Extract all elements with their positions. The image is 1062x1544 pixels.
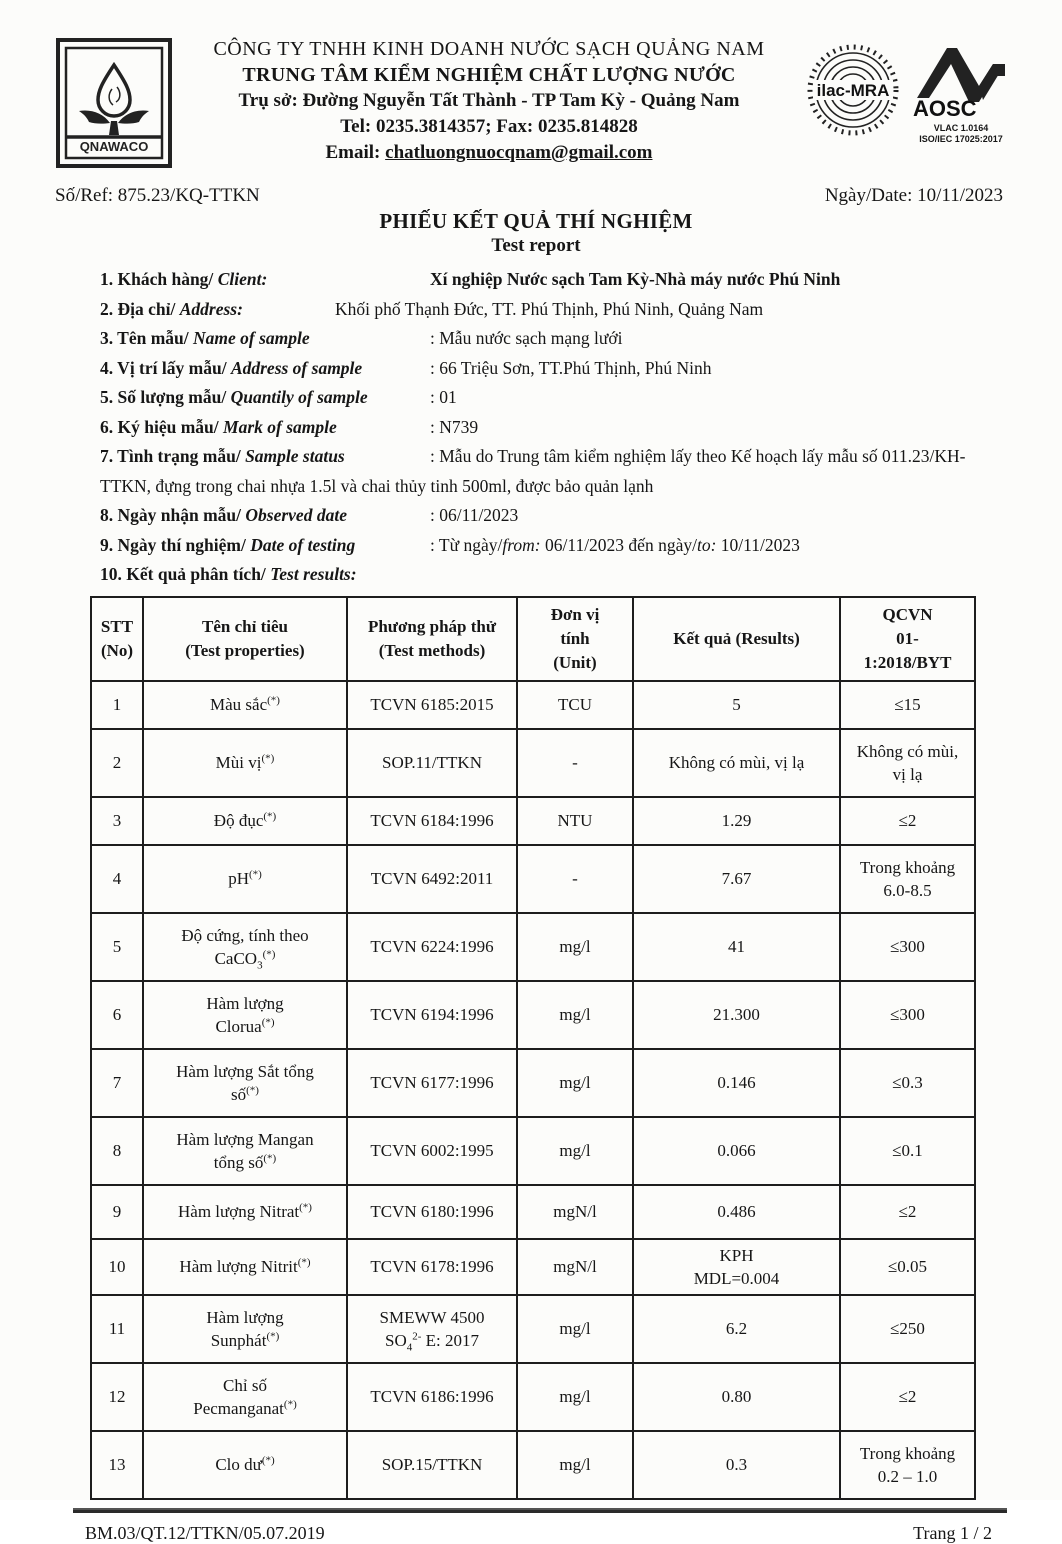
cell-stt: 12 [91, 1363, 143, 1431]
cell-unit: mg/l [517, 1431, 633, 1499]
cell-limit: ≤2 [840, 1185, 975, 1239]
info-item [100, 442, 1007, 501]
info-item-label: 7. Tình trạng mẫu/ Sample status [100, 446, 345, 466]
cell-stt: 5 [91, 913, 143, 981]
aosc-icon [909, 42, 1013, 120]
cell-stt: 3 [91, 797, 143, 845]
results-table [90, 596, 976, 1500]
cell-stt: 4 [91, 845, 143, 913]
sample-info-list [55, 265, 1017, 590]
report-title-en: Test report [491, 235, 581, 256]
info-item [100, 560, 1007, 590]
cell-name: Hàm lượng Sunphát(*) [143, 1295, 347, 1363]
cell-method: TCVN 6224:1996 [347, 913, 517, 981]
info-item [100, 354, 1007, 384]
company-address: Trụ sở: Đường Nguyễn Tất Thành - TP Tam Kỳ - Quảng Nam [238, 90, 740, 111]
cell-result: 7.67 [633, 845, 840, 913]
table-row [91, 981, 975, 1049]
cell-name: Hàm lượng Sắt tổng số(*) [143, 1049, 347, 1117]
info-item-value: : 06/11/2023 [430, 505, 519, 525]
info-item-value: : N739 [430, 416, 479, 437]
info-item-value: Khối phố Thạnh Đức, TT. Phú Thịnh, Phú Ninh, Quảng Nam [335, 298, 764, 319]
info-item-label: 4. Vị trí lấy mẫu/ Address of sample [100, 357, 363, 378]
cell-name: Chỉ số Pecmanganat(*) [143, 1363, 347, 1431]
ilac-mra-text: ilac-MRA [816, 81, 890, 100]
vlac-code: VLAC 1.0164 [933, 123, 989, 133]
cell-unit: - [517, 845, 633, 913]
table-row [91, 1049, 975, 1117]
cell-name: Hàm lượng Nitrat(*) [143, 1185, 347, 1239]
footer-row [85, 1523, 992, 1544]
info-item-value: : Từ ngày/from: 06/11/2023 đến ngày/to: 10/11/2023 [430, 534, 800, 555]
cell-unit: mg/l [517, 1363, 633, 1431]
cell-method: TCVN 6002:1995 [347, 1117, 517, 1185]
cell-result: 1.29 [633, 797, 840, 845]
cell-method: SOP.15/TTKN [347, 1431, 517, 1499]
cell-name: Màu sắc(*) [143, 681, 347, 729]
table-header-row [91, 597, 975, 681]
header-name: Tên chỉ tiêu (Test properties) [143, 597, 347, 681]
company-email-line [173, 140, 805, 166]
cell-limit: ≤15 [840, 681, 975, 729]
cell-method: TCVN 6185:2015 [347, 681, 517, 729]
info-item-label: 5. Số lượng mẫu/ Quantily of sample [100, 387, 368, 407]
info-item-value: : Mẫu nước sạch mạng lưới [430, 328, 623, 348]
cell-result: 0.146 [633, 1049, 840, 1117]
table-row [91, 1117, 975, 1185]
cell-limit: Trong khoảng 6.0-8.5 [840, 845, 975, 913]
email-label: Email: [325, 142, 381, 163]
cell-unit: mg/l [517, 1049, 633, 1117]
center-name: TRUNG TÂM KIỂM NGHIỆM CHẤT LƯỢNG NƯỚC [242, 64, 736, 86]
cell-method: SOP.11/TTKN [347, 729, 517, 797]
cell-name: Hàm lượng Clorua(*) [143, 981, 347, 1049]
cell-name: Độ đục(*) [143, 797, 347, 845]
cell-unit: TCU [517, 681, 633, 729]
table-row [91, 1295, 975, 1363]
table-row [91, 1239, 975, 1295]
footer-divider [73, 1510, 1007, 1513]
info-item-label: 9. Ngày thí nghiệm/ Date of testing [100, 534, 356, 555]
header-unit: Đơn vị tính (Unit) [517, 597, 633, 681]
table-row [91, 1363, 975, 1431]
info-item [100, 295, 1007, 325]
cell-stt: 9 [91, 1185, 143, 1239]
cell-unit: - [517, 729, 633, 797]
info-item [100, 265, 1007, 295]
cell-limit: ≤250 [840, 1295, 975, 1363]
info-item-label: 10. Kết quả phân tích/ Test results: [100, 564, 357, 584]
vlac-lines [909, 123, 1013, 145]
cell-unit: mgN/l [517, 1239, 633, 1295]
info-item-label: 6. Ký hiệu mẫu/ Mark of sample [100, 416, 337, 437]
info-item [100, 383, 1007, 413]
cell-limit: ≤0.05 [840, 1239, 975, 1295]
report-date: Ngày/Date: 10/11/2023 [824, 185, 1003, 206]
cell-unit: mg/l [517, 913, 633, 981]
cell-name: Hàm lượng Mangan tổng số(*) [143, 1117, 347, 1185]
cell-name: Mùi vị(*) [143, 729, 347, 797]
cell-stt: 13 [91, 1431, 143, 1499]
cell-limit: ≤0.1 [840, 1117, 975, 1185]
cell-stt: 1 [91, 681, 143, 729]
header-method: Phương pháp thử (Test methods) [347, 597, 517, 681]
qnawaco-logo [55, 37, 173, 169]
ref-date-row [55, 185, 1017, 207]
info-item [100, 501, 1007, 531]
form-code: BM.03/QT.12/TTKN/05.07.2019 [85, 1522, 325, 1543]
cell-result: 0.066 [633, 1117, 840, 1185]
cell-unit: mg/l [517, 1117, 633, 1185]
cell-method: TCVN 6180:1996 [347, 1185, 517, 1239]
company-header-text [173, 34, 805, 166]
cell-stt: 8 [91, 1117, 143, 1185]
cell-unit: mgN/l [517, 1185, 633, 1239]
cell-result: 0.3 [633, 1431, 840, 1499]
cell-stt: 7 [91, 1049, 143, 1117]
aosc-text: AOSC [913, 96, 977, 121]
table-row [91, 1431, 975, 1499]
cell-limit: Trong khoảng 0.2 – 1.0 [840, 1431, 975, 1499]
info-item [100, 531, 1007, 561]
ref-number: Số/Ref: 875.23/KQ-TTKN [55, 185, 260, 206]
cell-method: TCVN 6178:1996 [347, 1239, 517, 1295]
cell-unit: mg/l [517, 981, 633, 1049]
info-item-value: : 01 [430, 387, 457, 407]
table-row [91, 1185, 975, 1239]
info-item-label: 8. Ngày nhận mẫu/ Observed date [100, 505, 347, 525]
cell-result: 6.2 [633, 1295, 840, 1363]
cell-name: Hàm lượng Nitrit(*) [143, 1239, 347, 1295]
cell-limit: ≤2 [840, 1363, 975, 1431]
table-row [91, 845, 975, 913]
table-row [91, 681, 975, 729]
cell-method: TCVN 6186:1996 [347, 1363, 517, 1431]
table-row [91, 913, 975, 981]
cell-limit: Không có mùi, vị lạ [840, 729, 975, 797]
cell-name: Độ cứng, tính theo CaCO$_3$(*) [143, 913, 347, 981]
cell-result: 5 [633, 681, 840, 729]
iso-code: ISO/IEC 17025:2017 [919, 134, 1003, 144]
cell-stt: 10 [91, 1239, 143, 1295]
info-item-value: : 66 Triệu Sơn, TT.Phú Thịnh, Phú Ninh [430, 357, 712, 378]
company-name: CÔNG TY TNHH KINH DOANH NƯỚC SẠCH QUẢNG NAM [213, 38, 765, 60]
cell-limit: ≤300 [840, 913, 975, 981]
document-header [55, 34, 1017, 169]
cell-limit: ≤300 [840, 981, 975, 1049]
info-item-value: : Mẫu do Trung tâm kiểm nghiệm lấy theo Kế hoạch lấy mẫu số 011.23/KH-TTKN, đựng trong chai nhựa 1.5l và chai thủy tinh 500ml, được bảo quản lạnh [100, 446, 966, 496]
cell-result: 41 [633, 913, 840, 981]
cell-stt: 11 [91, 1295, 143, 1363]
cell-stt: 2 [91, 729, 143, 797]
cell-result: 0.80 [633, 1363, 840, 1431]
table-row [91, 729, 975, 797]
report-title-vi: PHIẾU KẾT QUẢ THÍ NGHIỆM [379, 209, 693, 233]
qnawaco-logo-icon [55, 37, 173, 169]
accreditation-logos [805, 34, 1017, 145]
cell-result: Không có mùi, vị lạ [633, 729, 840, 797]
company-tel-fax: Tel: 0235.3814357; Fax: 0235.814828 [340, 116, 638, 137]
page-number: Trang 1 / 2 [913, 1522, 992, 1543]
cell-result: 21.300 [633, 981, 840, 1049]
aosc-logo-block [909, 42, 1013, 145]
cell-name: pH(*) [143, 845, 347, 913]
cell-method: TCVN 6492:2011 [347, 845, 517, 913]
cell-result: 0.486 [633, 1185, 840, 1239]
cell-method: TCVN 6194:1996 [347, 981, 517, 1049]
cell-method: SMEWW 4500 $SO_4^{2-}$ E: 2017 [347, 1295, 517, 1363]
table-row [91, 797, 975, 845]
cell-method: TCVN 6177:1996 [347, 1049, 517, 1117]
cell-limit: ≤2 [840, 797, 975, 845]
info-item [100, 413, 1007, 443]
header-result: Kết quả (Results) [633, 597, 840, 681]
header-stt: STT (No) [91, 597, 143, 681]
cell-method: TCVN 6184:1996 [347, 797, 517, 845]
cell-name: Clo dư(*) [143, 1431, 347, 1499]
qnawaco-logo-text: QNAWACO [79, 139, 149, 154]
info-item-value: Xí nghiệp Nước sạch Tam Kỳ-Nhà máy nước Phú Ninh [430, 269, 841, 289]
cell-limit: ≤0.3 [840, 1049, 975, 1117]
info-item-label: 2. Địa chỉ/ Address: [100, 298, 243, 319]
info-item [100, 324, 1007, 354]
cell-stt: 6 [91, 981, 143, 1049]
email-link[interactable]: chatluongnuocqnam@gmail.com [385, 142, 653, 163]
info-item-label: 1. Khách hàng/ Client: [100, 269, 268, 289]
info-item-label: 3. Tên mẫu/ Name of sample [100, 328, 310, 348]
cell-unit: mg/l [517, 1295, 633, 1363]
cell-result: KPH MDL=0.004 [633, 1239, 840, 1295]
cell-unit: NTU [517, 797, 633, 845]
ilac-mra-icon [805, 42, 901, 142]
header-limit: QCVN 01- 1:2018/BYT [840, 597, 975, 681]
